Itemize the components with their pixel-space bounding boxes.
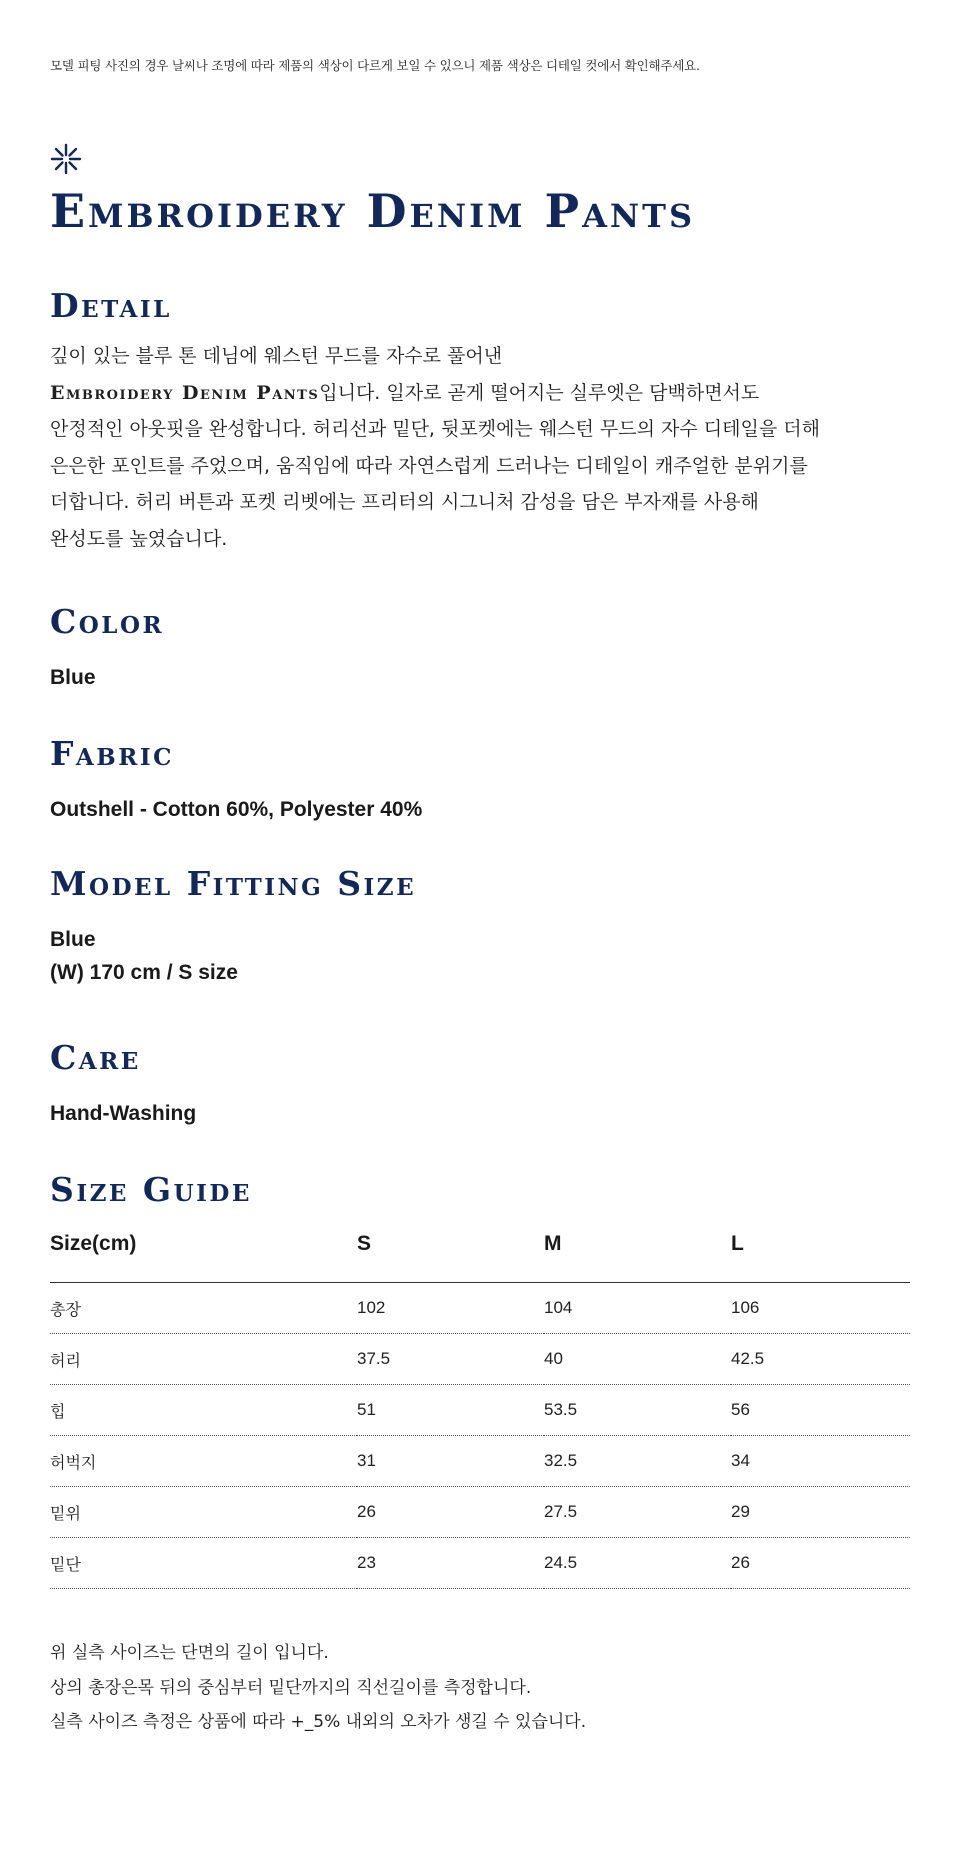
size-note: 실측 사이즈 측정은 상품에 따라 +_5% 내외의 오차가 생길 수 있습니다. xyxy=(50,1712,587,1732)
table-row xyxy=(50,1487,910,1538)
row-label: 밑위 xyxy=(50,1487,357,1538)
table-cell: 31 xyxy=(357,1436,544,1487)
color-value: Blue xyxy=(50,666,96,689)
table-cell: 23 xyxy=(357,1538,544,1589)
table-cell: 104 xyxy=(544,1283,731,1334)
table-cell: 34 xyxy=(731,1436,910,1487)
table-cell: 42.5 xyxy=(731,1334,910,1385)
table-row xyxy=(50,1334,910,1385)
detail-heading: Detail xyxy=(50,286,172,325)
table-cell: 26 xyxy=(357,1487,544,1538)
row-label: 총장 xyxy=(50,1283,357,1334)
detail-line: 은은한 포인트를 주었으며, 움직임에 따라 자연스럽게 드러나는 디테일이 캐주얼한 분위기를 xyxy=(50,454,808,477)
table-cell: 29 xyxy=(731,1487,910,1538)
table-row xyxy=(50,1436,910,1487)
table-cell: 32.5 xyxy=(544,1436,731,1487)
detail-line: 완성도를 높였습니다. xyxy=(50,527,228,550)
care-heading: Care xyxy=(50,1038,141,1077)
asterisk-star-icon xyxy=(50,143,82,175)
detail-line: 더합니다. 허리 버튼과 포켓 리벳에는 프리터의 시그니처 감성을 담은 부자재를 사용해 xyxy=(50,491,759,513)
model-fitting-color: Blue xyxy=(50,928,96,951)
column-header: L xyxy=(731,1226,910,1283)
table-cell: 51 xyxy=(357,1385,544,1436)
table-row xyxy=(50,1283,910,1334)
detail-product-name: Embroidery Denim Pants xyxy=(50,381,320,404)
fabric-heading: Fabric xyxy=(50,734,174,773)
table-row xyxy=(50,1538,910,1589)
detail-line: 깊이 있는 블루 톤 데님에 웨스턴 무드를 자수로 풀어낸 xyxy=(50,345,503,367)
color-notice: 모델 피팅 사진의 경우 날씨나 조명에 따라 제품의 색상이 다르게 보일 수 있으니 제품 색상은 디테일 컷에서 확인해주세요. xyxy=(50,58,700,73)
detail-description xyxy=(50,338,920,557)
table-cell: 40 xyxy=(544,1334,731,1385)
size-notes xyxy=(50,1636,586,1740)
row-label: 허리 xyxy=(50,1334,357,1385)
model-fitting-heading: Model Fitting Size xyxy=(50,864,417,903)
table-cell: 56 xyxy=(731,1385,910,1436)
detail-line xyxy=(50,375,920,412)
row-label: 밑단 xyxy=(50,1538,357,1589)
column-header: Size(cm) xyxy=(50,1226,357,1283)
product-title: Embroidery Denim Pants xyxy=(50,184,696,238)
model-fitting-size: (W) 170 cm / S size xyxy=(50,961,238,984)
table-cell: 27.5 xyxy=(544,1487,731,1538)
column-header: S xyxy=(357,1226,544,1283)
table-cell: 26 xyxy=(731,1538,910,1589)
color-heading: Color xyxy=(50,602,165,641)
table-cell: 102 xyxy=(357,1283,544,1334)
table-header-row xyxy=(50,1226,910,1283)
row-label: 허벅지 xyxy=(50,1436,357,1487)
table-cell: 53.5 xyxy=(544,1385,731,1436)
size-guide-heading: Size Guide xyxy=(50,1170,252,1209)
detail-line: 안정적인 아웃핏을 완성합니다. 허리선과 밑단, 뒷포켓에는 웨스턴 무드의 자수 디테일을 더해 xyxy=(50,418,820,440)
table-cell: 37.5 xyxy=(357,1334,544,1385)
table-cell: 106 xyxy=(731,1283,910,1334)
column-header: M xyxy=(544,1226,731,1283)
row-label: 힙 xyxy=(50,1385,357,1436)
detail-line-rest: 입니다. 일자로 곧게 떨어지는 실루엣은 담백하면서도 xyxy=(319,381,760,404)
care-value: Hand-Washing xyxy=(50,1102,197,1125)
table-row xyxy=(50,1385,910,1436)
size-guide-table xyxy=(50,1226,910,1589)
size-note: 위 실측 사이즈는 단면의 길이 입니다. xyxy=(50,1643,329,1663)
table-cell: 24.5 xyxy=(544,1538,731,1589)
fabric-value: Outshell - Cotton 60%, Polyester 40% xyxy=(50,798,423,821)
size-note: 상의 총장은목 뒤의 중심부터 밑단까지의 직선길이를 측정합니다. xyxy=(50,1677,532,1698)
